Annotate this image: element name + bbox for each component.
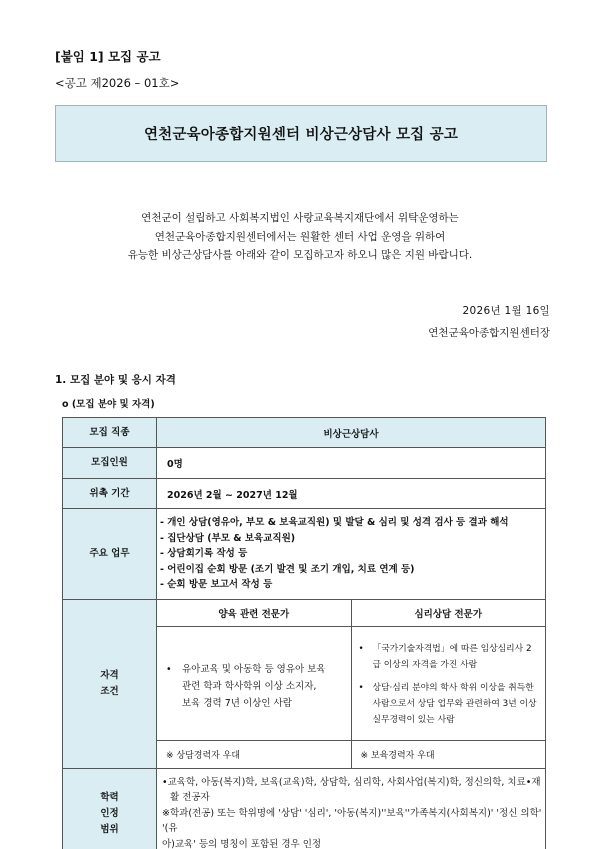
table-row [63, 599, 546, 768]
criteria-line: 사람으로서 상담 업무와 관련하여 3년 이상 [372, 699, 537, 710]
row-label: 모집인원 [63, 448, 157, 479]
duty-item: - 상담회기록 작성 등 [160, 548, 248, 560]
intro-paragraph [60, 209, 540, 265]
section-heading: 1. 모집 분야 및 응시 자격 [55, 374, 176, 386]
table-row [63, 448, 546, 479]
table-row [63, 768, 546, 849]
label-line: 학력 [100, 791, 119, 803]
duties-list [157, 509, 546, 600]
education-line: 활 전공자 [170, 792, 210, 804]
col-header: 심리상담 전문가 [351, 600, 545, 627]
counseling-expert-criteria [351, 627, 545, 741]
qualification-subtable [157, 600, 545, 768]
bullet: • [358, 644, 364, 655]
childcare-expert-criteria [157, 627, 351, 741]
row-label: 주요 업무 [63, 509, 157, 600]
preference-note: ※ 보육경력자 우대 [351, 741, 545, 768]
duty-item: - 집단상담 (부모 & 보육교직원) [160, 532, 296, 544]
notice-number: <공고 제2026 – 01호> [55, 76, 180, 90]
title-banner [55, 105, 547, 162]
table-row [63, 509, 546, 600]
recruitment-table [62, 417, 546, 849]
label-line: 자격 [100, 669, 119, 681]
attachment-label: [붙임 1] 모집 공고 [55, 49, 161, 64]
bullet: • [358, 683, 364, 694]
label-line: 조건 [100, 685, 119, 697]
table-row [63, 418, 546, 448]
intro-line: 연천군육아종합지원센터에서는 원활한 센터 사업 운영을 위하여 [154, 230, 446, 243]
duty-item: - 순회 방문 보고서 작성 등 [160, 579, 273, 591]
section-subheading: o (모집 분야 및 자격) [62, 399, 155, 410]
education-line: 아)교육' 등의 명칭이 포함된 경우 인정 [162, 838, 322, 849]
education-line: ※학과(전공) 또는 학위명에 '상담' '심리', '아동(복지)''보육''가족복지(사회복지)' '정신 의학' '(유 [162, 807, 542, 835]
duty-item: - 어린이집 순회 방문 (조기 발견 및 조기 개입, 치료 연계 등) [160, 563, 415, 575]
qualification-cell [157, 599, 546, 768]
row-label [63, 599, 157, 768]
term-value: 2026년 2월 ~ 2027년 12월 [157, 479, 546, 509]
bullet: • [166, 664, 172, 676]
criteria-line: 급 이상의 자격을 가진 사람 [372, 660, 478, 671]
criteria-line: 실무경력이 있는 사람 [372, 715, 455, 726]
intro-line: 연천군이 설립하고 사회복지법인 사랑교육복지재단에서 위탁운영하는 [141, 212, 459, 224]
row-label: 모집 직종 [63, 418, 157, 448]
education-line: •교육학, 아동(복지)학, 보육(교육)학, 상담학, 심리학, 사회사업(복지)학, 정신의학, 치료•재 [162, 776, 541, 788]
criteria-line: 상담·심리 분야의 학사 학위 이상을 취득한 [372, 683, 534, 694]
intro-line: 유능한 비상근상담사를 아래와 같이 모집하고자 하오니 많은 지원 바랍니다. [127, 249, 473, 261]
criteria-line: 관련 학과 학사학위 이상 소지자, [182, 681, 317, 693]
education-range [157, 768, 546, 849]
label-line: 인정 [100, 807, 119, 819]
organization-signature: 연천군육아종합지원센터장 [428, 327, 550, 339]
job-title-value: 비상근상담사 [157, 418, 546, 448]
label-line: 범위 [100, 823, 119, 835]
preference-note: ※ 상담경력자 우대 [157, 741, 351, 768]
row-label: 위촉 기간 [63, 479, 157, 509]
table-row [63, 479, 546, 509]
notice-date: 2026년 1월 16일 [462, 305, 550, 317]
row-label [63, 768, 157, 849]
criteria-line: 유아교육 및 아동학 등 영유아 보육 [182, 664, 326, 676]
criteria-line: 보육 경력 7년 이상인 사람 [182, 698, 292, 710]
page-title: 연천군육아종합지원센터 비상근상담사 모집 공고 [143, 127, 459, 143]
col-header: 양육 관련 전문가 [157, 600, 351, 627]
headcount-value: 0명 [157, 448, 546, 479]
criteria-line: 「국가기술자격법」에 따른 임상심리사 2 [372, 644, 532, 655]
duty-item: - 개인 상담(영유아, 부모 & 보육교직원) 및 발달 & 심리 및 성격 검사 등 결과 해석 [160, 517, 509, 528]
